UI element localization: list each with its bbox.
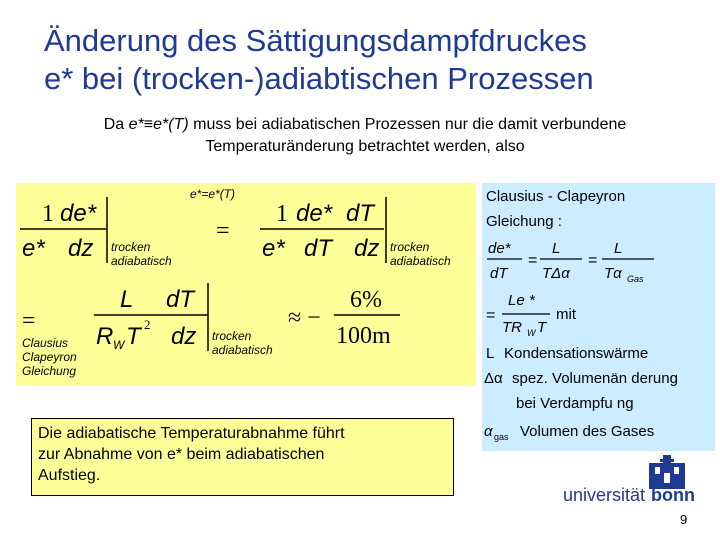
callout-line-1: Die adiabatische Temperaturabnahme führt bbox=[38, 425, 345, 442]
cc-frac1-den: dT bbox=[490, 265, 508, 282]
eq-denominator: 100m bbox=[336, 323, 391, 349]
eq-e-star-2: e* bbox=[262, 235, 285, 262]
cc-alpha-desc-2: bei Verdampfu ng bbox=[516, 395, 634, 412]
eq-adiabatisch-2: adiabatisch bbox=[390, 254, 451, 268]
cc-gas-desc: Volumen des Gases bbox=[520, 423, 655, 440]
eq-Rw-sub: W bbox=[113, 338, 125, 352]
callout-line-2: zur Abnahme von e* beim adiabatischen bbox=[38, 446, 325, 463]
eq-dz-row2: dz bbox=[171, 323, 197, 350]
eq-one: 1 bbox=[42, 201, 54, 227]
intro-prefix: Da bbox=[103, 116, 129, 133]
cc-alpha-desc: spez. Volumenän derung bbox=[512, 370, 678, 387]
eq-T: T bbox=[126, 323, 141, 350]
callout-line-3: Aufstieg. bbox=[38, 467, 101, 484]
cc-frac2-den: TΔα bbox=[542, 265, 570, 282]
cc-mit-den-pre: TR bbox=[502, 319, 522, 336]
eq-dT-num: dT bbox=[346, 200, 375, 227]
cc-frac3-num: L bbox=[614, 240, 623, 257]
equation-graphic bbox=[16, 183, 476, 386]
castle-emblem-icon bbox=[649, 455, 685, 489]
cc-mit-num: Le * bbox=[508, 292, 535, 309]
clausius-clapeyron-graphic bbox=[482, 183, 715, 451]
intro-line-2: Temperaturänderung betrachtet werden, also bbox=[205, 138, 525, 155]
logo-text-bold: bonn bbox=[651, 485, 695, 505]
cc-equals-1: = bbox=[528, 252, 538, 269]
eq-adiabatisch-1: adiabatisch bbox=[111, 254, 172, 268]
conclusion-callout bbox=[31, 418, 454, 496]
eq-de-star-2: de* bbox=[296, 200, 333, 227]
eq-equals-sign-2: = bbox=[22, 308, 36, 334]
cc-line-1: Clausius - Clapeyron bbox=[486, 188, 626, 205]
eq-note-above-equals: e*=e*(T) bbox=[190, 187, 236, 201]
eq-trocken-3: trocken bbox=[212, 329, 252, 343]
title-line-1: Änderung des Sättigungsdampfdruckes bbox=[44, 23, 587, 58]
slide-title bbox=[44, 22, 704, 98]
cc-gas-sub: gas bbox=[494, 432, 509, 442]
intro-text bbox=[20, 114, 710, 158]
cc-mit-den-post: T bbox=[537, 319, 547, 336]
eq-equals-sign: = bbox=[216, 218, 230, 244]
university-logo bbox=[563, 455, 698, 505]
eq-clausius: Clausius bbox=[22, 336, 69, 350]
clausius-clapeyron-box bbox=[482, 183, 715, 451]
cc-mit: mit bbox=[556, 306, 576, 323]
title-line-2: e* bei (trocken-)adiabtischen Prozessen bbox=[44, 61, 594, 96]
cc-frac1-num: de* bbox=[488, 240, 511, 257]
intro-formula: e*≡e*(T) bbox=[128, 116, 189, 133]
eq-one-2: 1 bbox=[276, 201, 288, 227]
cc-equals-2: = bbox=[588, 252, 598, 269]
cc-frac3-den-sub: Gas bbox=[627, 274, 644, 284]
intro-suffix: muss bei adiabatischen Prozessen nur die damit verbundene bbox=[188, 116, 627, 133]
eq-dT-row2: dT bbox=[166, 286, 195, 313]
eq-dz: dz bbox=[68, 235, 94, 262]
cc-L-symbol: L bbox=[486, 345, 495, 362]
page-number: 9 bbox=[680, 512, 688, 527]
cc-mit-den-sub: W bbox=[527, 328, 536, 338]
eq-dT-den: dT bbox=[304, 235, 333, 262]
eq-L: L bbox=[120, 286, 134, 313]
eq-approx-minus: ≈ − bbox=[288, 305, 321, 331]
cc-L-desc: Kondensationswärme bbox=[504, 345, 649, 362]
eq-dz-2: dz bbox=[354, 235, 380, 262]
eq-trocken-1: trocken bbox=[111, 240, 151, 254]
eq-R: R bbox=[96, 323, 114, 350]
cc-gas-symbol: α bbox=[484, 423, 493, 440]
cc-frac3-den: Tα bbox=[604, 265, 622, 282]
cc-line-2: Gleichung : bbox=[486, 213, 562, 230]
equation-box bbox=[16, 183, 476, 386]
eq-numerator: 6% bbox=[350, 287, 382, 313]
university-logo-graphic bbox=[563, 455, 698, 505]
eq-exp-2: 2 bbox=[144, 317, 151, 332]
eq-e-star: e* bbox=[22, 235, 45, 262]
eq-gleichung: Gleichung bbox=[22, 364, 77, 378]
intro-line-1 bbox=[20, 114, 710, 136]
logo-text-light: universität bbox=[563, 485, 646, 505]
eq-clapeyron: Clapeyron bbox=[22, 350, 77, 364]
eq-adiabatisch-3: adiabatisch bbox=[212, 343, 273, 357]
eq-de-star: de* bbox=[60, 200, 97, 227]
cc-alpha-symbol: Δα bbox=[484, 370, 503, 387]
cc-frac2-num: L bbox=[552, 240, 561, 257]
eq-trocken-2: trocken bbox=[390, 240, 430, 254]
cc-equals-3: = bbox=[486, 307, 496, 324]
